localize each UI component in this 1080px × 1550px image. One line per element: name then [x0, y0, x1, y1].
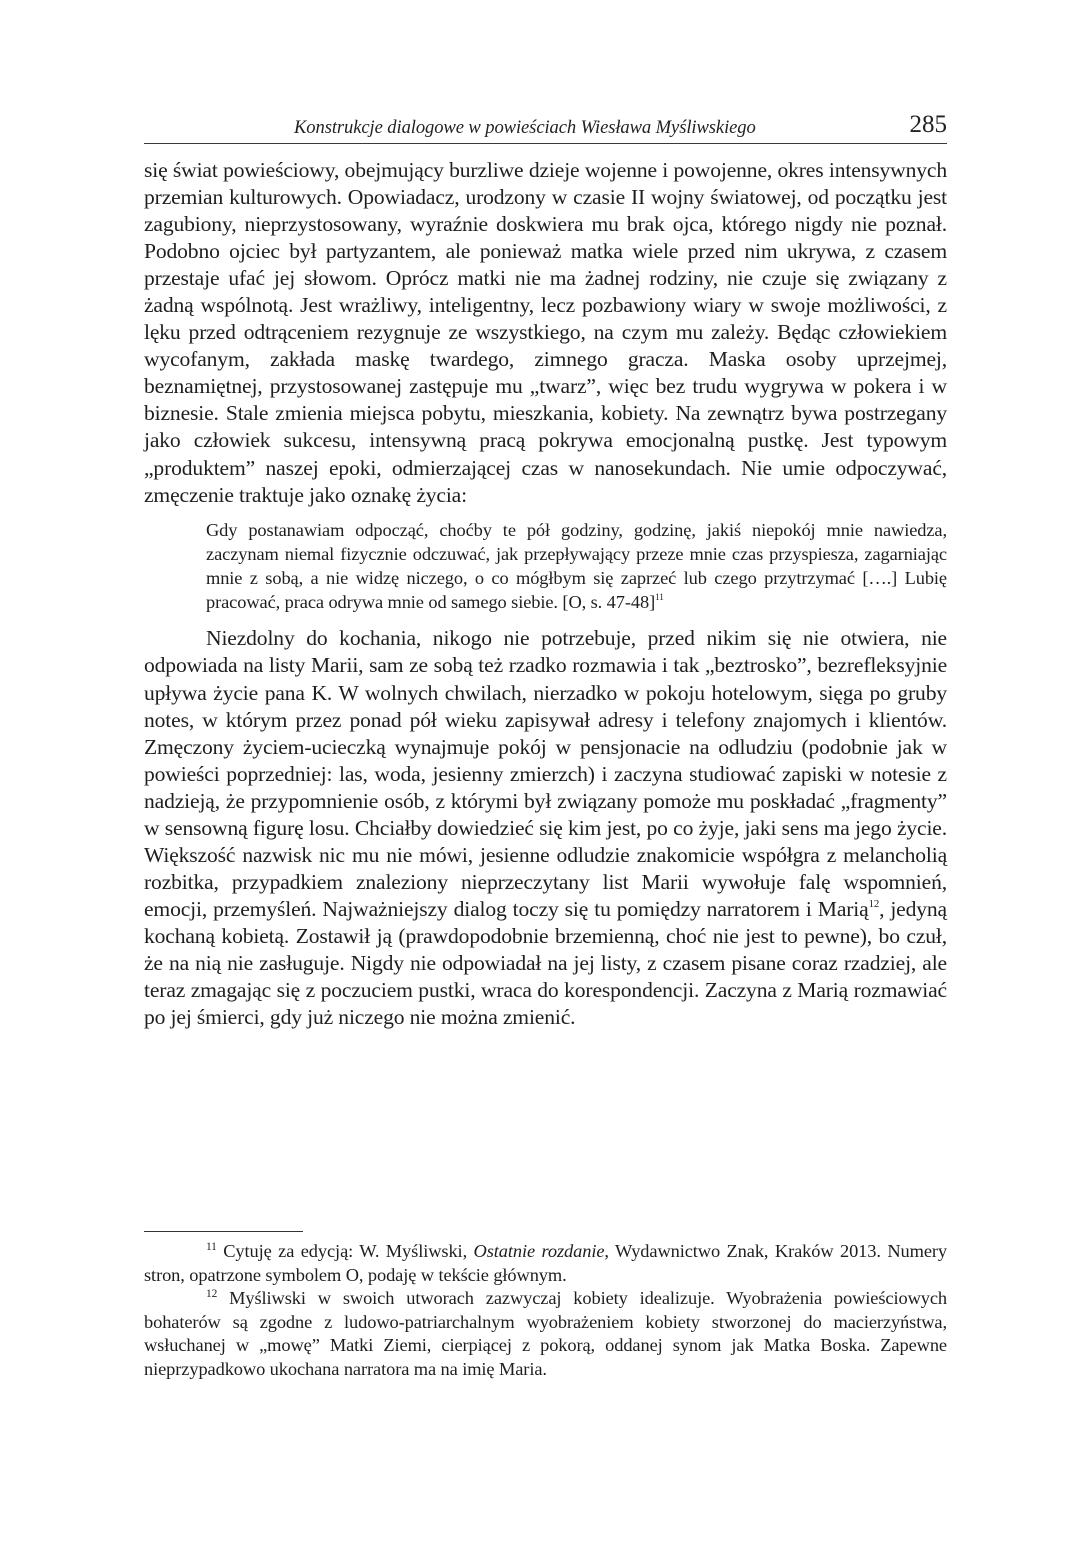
footnote-text: Myśliwski w swoich utworach zazwyczaj kobiety idealizuje. Wyobrażenia powieściowych bohaterów są zgodne z ludowo-patriarchalnym wyobrażeniem kobiety stworzonej do macierzyństwa, wsłuchanej w „mowę” Matki Ziemi, cierpiącej z pokorą, oddanej synom jak Matka Boska. Zapewne nieprzypadkowo ukochana narratora ma na imię Maria. — [144, 1288, 948, 1379]
quote-text: Gdy postanawiam odpocząć, choćby te pół godziny, godzinę, jakiś niepokój mnie nawiedza, zaczynam niemal fizycznie odczuwać, jak przepływający przeze mnie czas przyspiesza, zagarniając mnie z sobą, a nie widzę niczego, o co mógłbym się zaprzeć lub czego przytrzymać [….] Lubię pracować, praca odrywa mnie od samego siebie. [O, s. 47-48] — [206, 519, 947, 613]
footnote-ref-11[interactable]: 11 — [655, 592, 664, 603]
footnote-11 — [144, 1240, 947, 1287]
block-quote — [206, 518, 947, 615]
footnote-number: 12 — [206, 1288, 218, 1301]
footnote-number: 11 — [206, 1241, 217, 1254]
footnote-text-after: , Wydawnictwo Znak, Kraków 2013. Numery stron, opatrzone symbolem O, podaję w tekście głównym. — [144, 1241, 947, 1285]
footnote-12 — [144, 1287, 947, 1381]
paragraph-2 — [144, 625, 947, 1031]
running-head — [144, 112, 947, 144]
paragraph-2-part1: Niezdolny do kochania, nikogo nie potrzebuje, przed nikim się nie otwiera, nie odpowiada na listy Marii, sam ze sobą też rzadko rozmawia i tak „beztrosko”, bezrefleksyjnie upływa życie pana K. W wolnych chwilach, nierzadko w pokoju hotelowym, sięga po gruby notes, w którym przez ponad pół wieku zapisywał adresy i telefony znajomych i klientów. Zmęczony życiem-ucieczką wynajmuje pokój w pensjonacie na odludziu (podobnie jak w powieści poprzedniej: las, woda, jesienny zmierzch) i zaczyna studiować zapiski w notesie z nadzieją, że przypomnienie osób, z którymi był związany pomoże mu poskładać „fragmenty” w sensowną figurę losu. Chciałby dowiedzieć się kim jest, po co żyje, jaki sens ma jego życie. Większość nazwisk nic mu nie mówi, jesienne odludzie znakomicie współgra z melancholią rozbitka, przypadkiem znaleziony nieprzeczytany list Marii wywołuje falę wspomnień, emocji, przemyśleń. Najważniejszy dialog toczy się tu pomiędzy narratorem i Marią — [144, 626, 947, 921]
footnote-ref-12[interactable]: 12 — [868, 897, 880, 910]
footnote-book-title: Ostatnie rozdanie — [473, 1241, 605, 1261]
main-text — [144, 157, 947, 1031]
page-number: 285 — [909, 111, 947, 138]
footnotes — [144, 1240, 947, 1382]
running-title: Konstrukcje dialogowe w powieściach Wiesława Myśliwskiego — [294, 117, 756, 138]
paragraph-2-part2: , jedyną kochaną kobietą. Zostawił ją (prawdopodobnie brzemienną, choć nie jest to pewne), bo czuł, że na nią nie zasługuje. Nigdy nie odpowiadał na jej listy, z czasem pisane coraz rzadziej, ale teraz zmagając się z poczuciem pustki, wraca do korespondencji. Zaczyna z Marią rozmawiać po jej śmierci, gdy już niczego nie można zmienić. — [144, 896, 947, 1030]
paragraph-1: się świat powieściowy, obejmujący burzliwe dzieje wojenne i powojenne, okres intensywnych przemian kulturowych. Opowiadacz, urodzony w czasie II wojny światowej, od początku jest zagubiony, nieprzystosowany, wyraźnie doskwiera mu brak ojca, którego nigdy nie poznał. Podobno ojciec był partyzantem, ale ponieważ matka wiele przed nim ukrywa, z czasem przestaje ufać jej słowom. Oprócz matki nie ma żadnej rodziny, nie czuje się związany z żadną wspólnotą. Jest wrażliwy, inteligentny, lecz pozbawiony wiary w swoje możliwości, z lęku przed odtrąceniem rezygnuje ze wszystkiego, na czym mu zależy. Będąc człowiekiem wycofanym, zakłada maskę twardego, zimnego gracza. Maska osoby uprzejmej, beznamiętnej, przystosowanej zastępuje mu „twarz”, więc bez trudu wygrywa w pokera i w biznesie. Stale zmienia miejsca pobytu, mieszkania, kobiety. Na zewnątrz bywa postrzegany jako człowiek sukcesu, intensywną pracą pokrywa emocjonalną pustkę. Jest typowym „produktem” naszej epoki, odmierzającej czas w nanosekundach. Nie umie odpoczywać, zmęczenie traktuje jako oznakę życia: — [144, 158, 947, 507]
footnote-text: Cytuję za edycją: W. Myśliwski, — [223, 1241, 474, 1261]
footnote-separator — [144, 1231, 303, 1232]
